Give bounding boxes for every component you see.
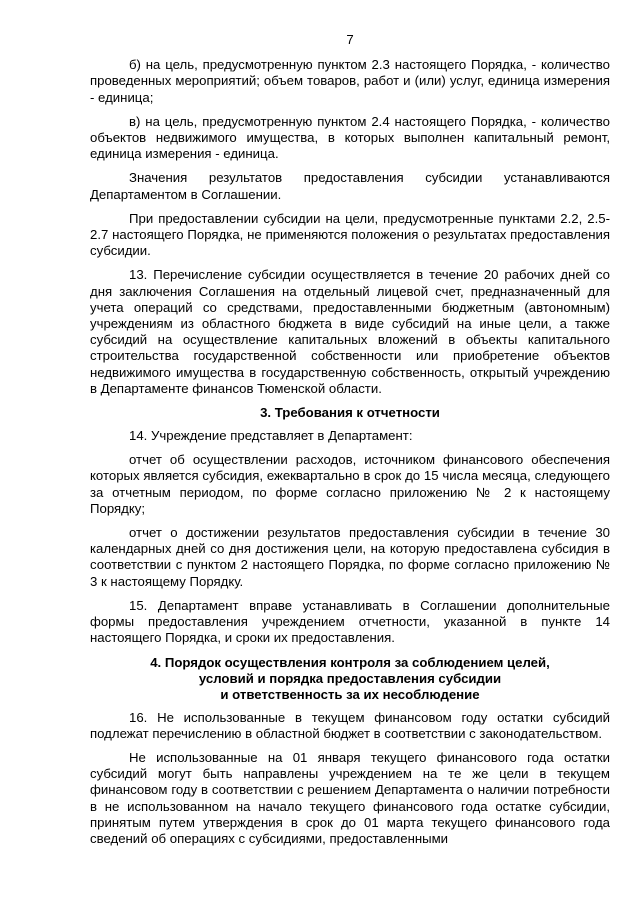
paragraph-14-report-results: отчет о достижении результатов предоставления субсидии в течение 30 календарных дней со дня достижения цели, на которую предоставлена субсидия в соответствии с пунктом 2 настоящего Порядка, по форме согласно приложению № 3 к настоящему Порядку. xyxy=(90,525,610,589)
paragraph-13: 13. Перечисление субсидии осуществляется в течение 20 рабочих дней со дня заключения Соглашения на отдельный лицевой счет, предназначенный для учета операций со средствами, предоставленными бюджетным (автономным) учреждениям из областного бюджета в виде субсидий на иные цели, а также субсидий на осуществление капитальных вложений в объекты капитального строительства государственной собственности или приобретение объектов недвижимого имущества в государственную собственность, открытый учреждению в Департаменте финансов Тюменской области. xyxy=(90,267,610,396)
page-number: 7 xyxy=(346,32,354,47)
section-4-heading-line: и ответственность за их несоблюдение xyxy=(220,686,480,702)
section-3-heading: 3. Требования к отчетности xyxy=(260,405,440,421)
paragraph-results-exception: При предоставлении субсидии на цели, предусмотренные пунктами 2.2, 2.5-2.7 настоящего Порядка, не применяются положения о результатах предоставления субсидии. xyxy=(90,210,610,259)
paragraph-2-b: б) на цель, предусмотренную пунктом 2.3 настоящего Порядка, - количество проведенных мероприятий; объем товаров, работ и (или) услуг, единица измерения - единица; xyxy=(90,57,610,105)
paragraph-results-values: Значения результатов предоставления субсидии устанавливаются Департаментом в Соглашении. xyxy=(90,170,610,202)
paragraph-14: 14. Учреждение представляет в Департамент: xyxy=(129,428,413,444)
section-4-heading-line: условий и порядка предоставления субсидии xyxy=(198,670,502,686)
section-4-heading-line: 4. Порядок осуществления контроля за соблюдением целей, xyxy=(150,654,550,670)
paragraph-16-unused-balances: Не использованные на 01 января текущего финансового года остатки субсидий могут быть направлены учреждением на те же цели в текущем финансовом году в соответствии с решением Департамента о наличии потребности в не использованном на начало текущего финансового года остатке субсидии, принятым путем утверждения в срок до 01 марта текущего финансового года сведений об операциях с субсидиями, предоставленными xyxy=(90,749,610,846)
section-4-heading xyxy=(90,655,610,703)
paragraph-15: 15. Департамент вправе устанавливать в Соглашении дополнительные формы предоставления учреждением отчетности, указанной в пункте 14 настоящего Порядка, и сроки их предоставления. xyxy=(90,597,610,646)
paragraph-2-v: в) на цель, предусмотренную пунктом 2.4 настоящего Порядка, - количество объектов недвижимого имущества, в которых выполнен капитальный ремонт, единица измерения - единица. xyxy=(90,113,610,162)
paragraph-14-report-expenses: отчет об осуществлении расходов, источником финансового обеспечения которых является субсидия, ежеквартально в срок до 15 числа месяца, следующего за отчетным периодом, по форме согласно приложению № 2 к настоящему Порядку; xyxy=(90,452,610,516)
paragraph-16: 16. Не использованные в текущем финансовом году остатки субсидий подлежат перечислению в областной бюджет в соответствии с законодательством. xyxy=(90,709,610,741)
